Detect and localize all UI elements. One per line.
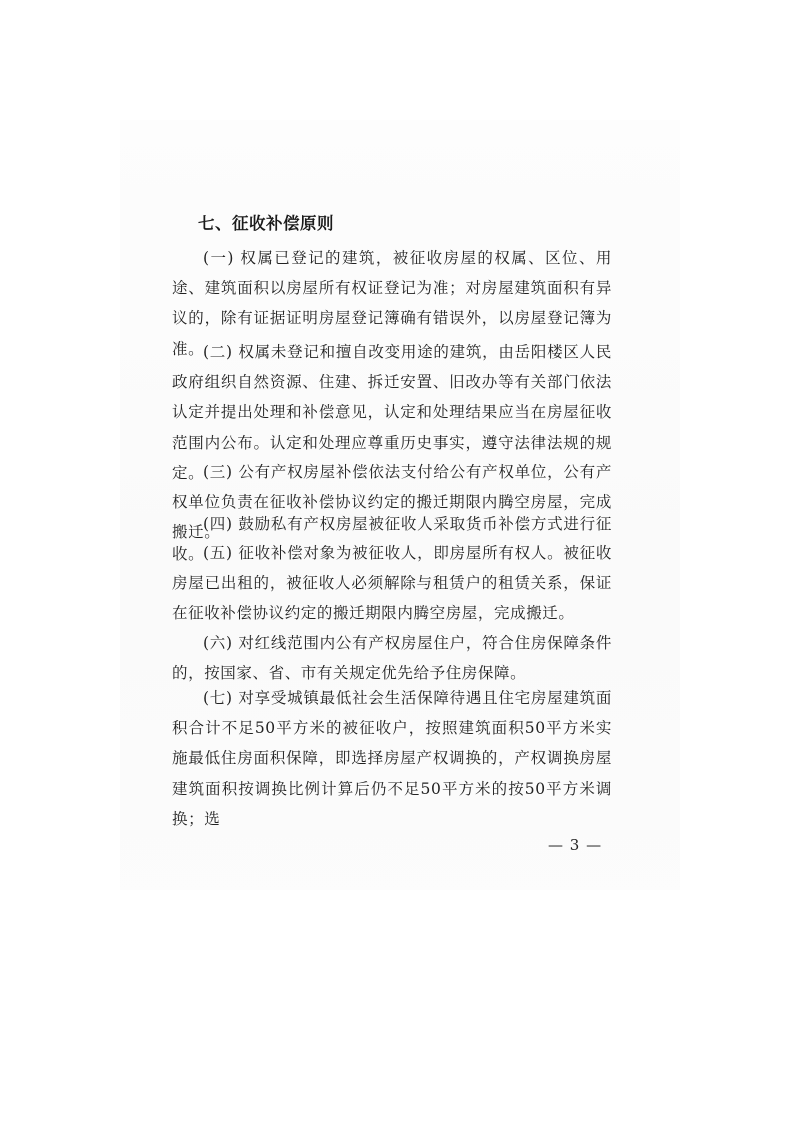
paragraph-6: (六) 对红线范围内公有产权房屋住户，符合住房保障条件的，按国家、省、市有关规定优先给予住房保障。: [172, 634, 612, 683]
paragraph-5: (五) 征收补偿对象为被征收人，即房屋所有权人。被征收房屋已出租的，被征收人必须解除与租赁户的租赁关系，保证在征收补偿协议约定的搬迁期限内腾空房屋，完成搬迁。: [172, 544, 612, 623]
paragraph-2: (二) 权属未登记和擅自改变用途的建筑，由岳阳楼区人民政府组织自然资源、住建、拆迁安置、旧改办等有关部门依法认定并提出处理和补偿意见，认定和处理结果应当在房屋征收范围内公布。认定和处理应尊重历史事实，遵守法律法规的规定。: [172, 343, 612, 482]
paragraph-4: (四) 鼓励私有产权房屋被征收人采取货币补偿方式进行征收。: [172, 515, 612, 564]
page-number: — 3 —: [548, 836, 603, 854]
paragraph-1: (一) 权属已登记的建筑，被征收房屋的权属、区位、用途、建筑面积以房屋所有权证登记为准；对房屋建筑面积有异议的，除有证据证明房屋登记簿确有错误外，以房屋登记簿为准。: [172, 249, 612, 358]
section-heading: 七、征收补偿原则: [198, 214, 334, 233]
paragraph-3: (三) 公有产权房屋补偿依法支付给公有产权单位，公有产权单位负责在征收补偿协议约定的搬迁期限内腾空房屋，完成搬迁。: [172, 463, 612, 542]
paragraph-7: (七) 对享受城镇最低社会生活保障待遇且住宅房屋建筑面积合计不足50平方米的被征收户，按照建筑面积50平方米实施最低住房面积保障，即选择房屋产权调换的，产权调换房屋建筑面积按调换比例计算后仍不足50平方米的按50平方米调换；选: [172, 689, 612, 828]
